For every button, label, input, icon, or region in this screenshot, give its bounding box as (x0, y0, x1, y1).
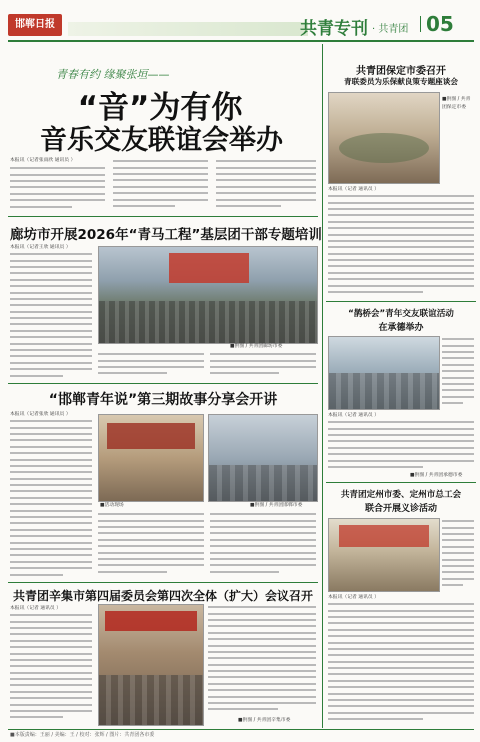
page-number: 05 (426, 12, 454, 36)
masthead (0, 0, 480, 44)
clinic-title-line1: 共青团定州市委、定州市总工会 (340, 490, 462, 500)
volunteer-rule (326, 482, 476, 483)
council-body-col2 (208, 604, 316, 716)
forum-body-col1 (10, 251, 92, 379)
provincial-body (328, 193, 474, 297)
volunteer-photo (328, 336, 440, 410)
forum-photo (98, 246, 318, 344)
masthead-band (68, 22, 308, 36)
section-sub: · 共青团 (372, 24, 409, 35)
volunteer-byline: 本报讯（记者 通讯员 ） (328, 413, 380, 418)
provincial-photo-table (339, 133, 429, 163)
youth-body-col2 (98, 511, 204, 578)
lead-title-line1: “音”为有你 (77, 90, 243, 126)
clinic-body (328, 601, 474, 723)
section-title: 共青专刊 (300, 19, 368, 39)
youth-photo-right (208, 414, 318, 502)
volunteer-title-line2: 在承德举办 (378, 323, 424, 333)
volunteer-caption: ■供图 / 共青团承德市委 (410, 473, 463, 478)
masthead-rule (8, 40, 474, 42)
youth-photo-left (98, 414, 204, 502)
council-photo-seats (99, 675, 203, 725)
youth-photo-right-table (209, 465, 317, 501)
forum-photo-audience (99, 301, 317, 343)
provincial-title-line1: 共青团保定市委召开 (356, 66, 446, 77)
lead-title-line2: 音乐交友联谊会举办 (40, 125, 283, 156)
clinic-photo-tent (339, 525, 429, 547)
council-body-col1 (10, 612, 92, 724)
youth-title: “邯郸青年说”第三期故事分享会开讲 (48, 392, 278, 408)
lead-byline: 本报讯（记者张雨欣 通讯员 ） (10, 158, 76, 163)
lead-body-col2 (113, 158, 208, 210)
clinic-photo (328, 518, 440, 592)
column-divider (322, 44, 323, 728)
volunteer-photo-group (329, 373, 439, 409)
forum-body-col2 (98, 351, 204, 379)
provincial-byline: 本报讯（记者 通讯员 ） (328, 187, 380, 192)
provincial-photo (328, 92, 440, 184)
youth-caption-left: ■活动现场 (100, 503, 124, 508)
lead-body-col1 (10, 165, 105, 210)
council-photo (98, 604, 204, 726)
clinic-byline: 本报讯（记者 通讯员 ） (328, 595, 380, 600)
footer-rule (8, 729, 474, 730)
forum-rule (8, 383, 318, 384)
provincial-caption: ■供图 / 共青团保定市委 (442, 97, 471, 110)
council-photo-banner (105, 611, 197, 631)
forum-photo-screen (169, 253, 249, 283)
clinic-title-line2: 联合开展义诊活动 (364, 504, 437, 514)
council-caption: ■供图 / 共青团辛集市委 (238, 718, 291, 723)
lead-body-col3 (216, 158, 316, 210)
lead-rule (8, 216, 318, 217)
page-number-separator (420, 16, 421, 32)
youth-photo-left-stage (107, 423, 195, 449)
council-title: 共青团辛集市第四届委员会第四次全体（扩大）会议召开 (12, 589, 313, 603)
volunteer-title-line1: “鹊桥会”青年交友联谊活动 (348, 309, 454, 319)
lead-kicker: 青春有约 缘聚张垣—— (56, 68, 170, 81)
footer-text: ■本版责编：王丽 / 美编：王 / 校对：张辉 / 图片：共青团各市委 (10, 732, 155, 738)
clinic-side-text (442, 518, 474, 590)
provincial-title-line2: 青联委员为乐保献良策专题座谈会 (344, 77, 458, 86)
youth-body-col1 (10, 418, 92, 578)
forum-body-col3 (210, 351, 316, 379)
provincial-rule (326, 301, 476, 302)
forum-caption: ■供图 / 共青团廊坊市委 (230, 344, 283, 349)
council-byline: 本报讯（记者 通讯员 ） (10, 606, 62, 611)
forum-byline: 本报讯（记者王欣 通讯员 ） (10, 245, 71, 250)
paper-name: 邯郸日报 (15, 19, 55, 30)
youth-body-col3 (210, 511, 316, 578)
youth-rule (8, 582, 318, 583)
paper-logo (8, 14, 62, 36)
youth-byline: 本报讯（记者张欣 通讯员 ） (10, 412, 71, 417)
volunteer-body (328, 419, 474, 469)
youth-caption-right: ■供图 / 共青团邯郸市委 (250, 503, 303, 508)
forum-title: 廊坊市开展2026年“青马工程”基层团干部专题培训 (10, 227, 322, 243)
volunteer-side-text (442, 336, 474, 408)
